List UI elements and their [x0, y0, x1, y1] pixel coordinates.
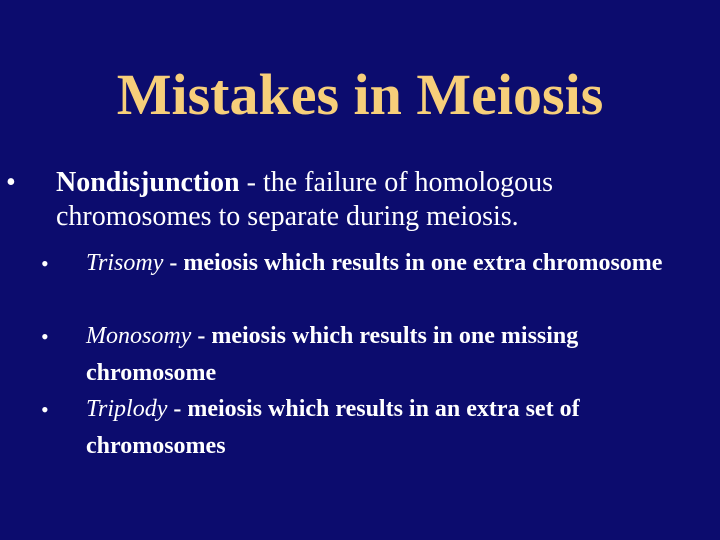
bullet-marker: •	[41, 251, 49, 276]
sub-bullet-text	[86, 318, 686, 392]
term-nondisjunction: Nondisjunction	[56, 167, 240, 198]
definition-monosomy: - meiosis which results in one missing chromosome	[86, 323, 579, 386]
bullet-marker: •	[41, 324, 49, 349]
term-monosomy: Monosomy	[86, 323, 192, 349]
main-bullet-text	[56, 166, 656, 234]
term-trisomy: Trisomy	[86, 250, 164, 276]
bullet-marker: •	[6, 167, 16, 198]
definition-triplody: - meiosis which results in an extra set of chromosomes	[86, 396, 580, 459]
definition-trisomy: - meiosis which results in one extra chromosome	[163, 250, 663, 276]
term-triplody: Triplody	[86, 396, 168, 422]
sub-bullet-text	[86, 391, 686, 465]
slide-title: Mistakes in Meiosis	[116, 62, 604, 127]
sub-bullet-text	[86, 245, 686, 282]
definition-nondisjunction: - the failure of homologous chromosomes to separate during meiosis.	[56, 167, 553, 232]
bullet-marker: •	[41, 397, 49, 422]
